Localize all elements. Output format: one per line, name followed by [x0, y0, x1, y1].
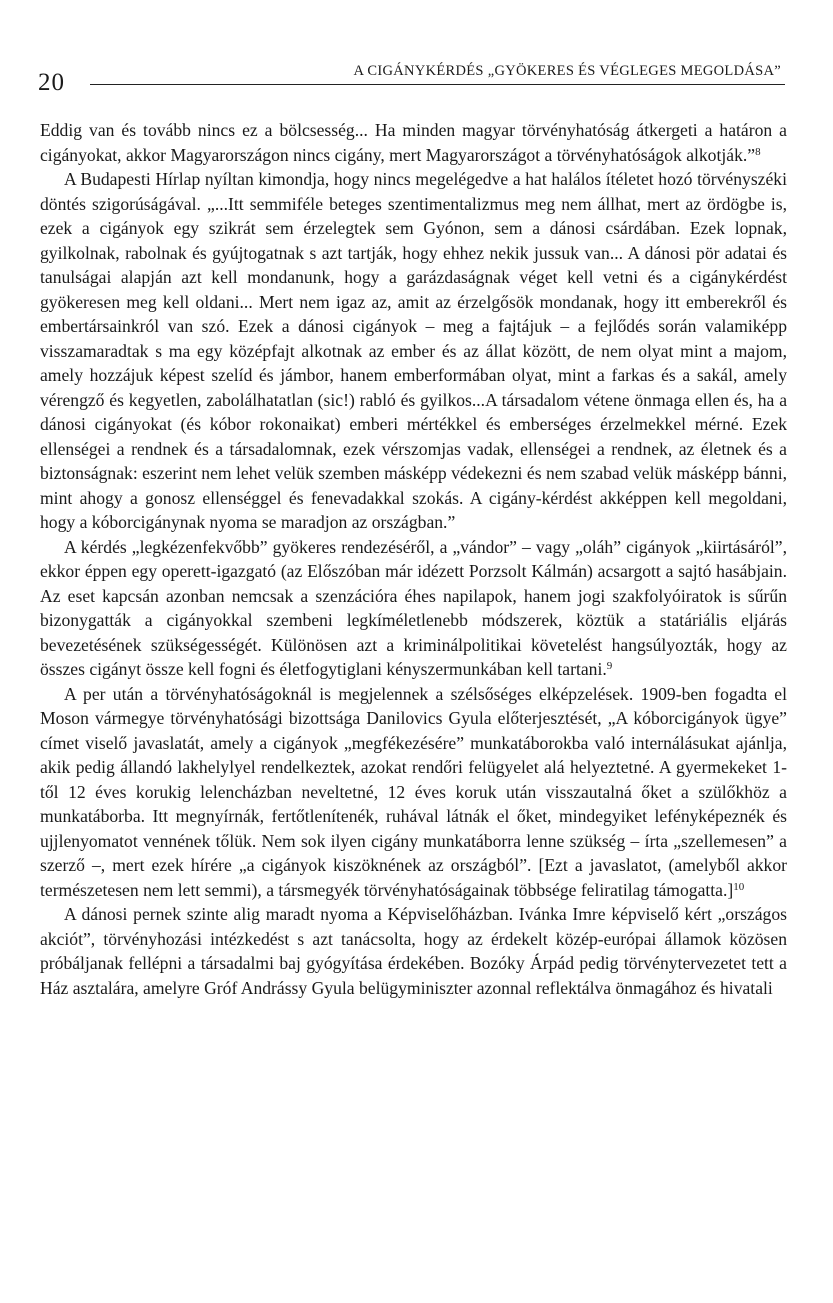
paragraph	[40, 902, 787, 1000]
body-text	[40, 118, 787, 1000]
paragraph-text: A Budapesti Hírlap nyíltan kimondja, hogy nincs megelégedve a hat halálos ítéletet hozó törvényszéki döntés szigorúságával. „...Itt semmiféle beteges szentimentalizmus meg nem állhat, mert az ördögbe is, ezek a cigányok egy szikrát sem érzelegtek sem Gyónon, sem a dánosi csárdában. Ezek lopnak, gyilkolnak, rabolnak és gyújtogatnak s azt tartják, hogy ehhez nekik jussuk van... A dánosi pör adatai és tanulságai alapján azt kell mondanunk, hogy a garázdaságnak véget kell vetni és a cigánykérdést gyökeresen meg kell oldani... Mert nem igaz az, amit az érzelgősök mondanak, hogy itt emberekről és embertársainkról van szó. Ezek a dánosi cigányok – meg a fajtájuk – a fejlődés során valamiképp visszamaradtak s ma egy középfajt alkotnak az ember és az állat között, de nem olyat mint a majom, amely hozzájuk képest szelíd és jámbor, hanem emberformában olyat, mint a farkas és a sakál, amely vérengző és kegyetlen, zabolálhatatlan (sic!) rabló és gyilkos...A társadalom vétene önmaga ellen és, ha a dánosi cigányokat (és kóbor rokonaikat) emberi mértékkel és emberséges érzelmekkel mérné. Ezek ellenségei a rendnek és a társadalomnak, ezek vérszomjas vadak, ellenségei a rendnek, az életnek és a biztonságnak: eszerint nem lehet velük szemben másképp védekezni és nem szabad velük másképp bánni, mint ahogy a gonosz ellenséggel és fenevadakkal szokás. A cigány-kérdést akképpen kell megoldani, hogy a kóborcigánynak nyoma se maradjon az országban.”	[40, 169, 787, 532]
page-number: 20	[38, 69, 65, 96]
paragraph	[40, 535, 787, 682]
paragraph	[40, 682, 787, 903]
footnote-marker: 8	[755, 145, 761, 158]
paragraph-text: A dánosi pernek szinte alig maradt nyoma a Képviselőházban. Ivánka Imre képviselő kért „országos akciót”, törvényhozási intézkedést s azt tanácsolta, hogy az érdekelt közép-európai államok közösen próbáljanak fellépni a társadalmi baj gyógyítása érdekében. Bozóky Árpád pedig törvénytervezetet tett a Ház asztalára, amelyre Gróf Andrássy Gyula belügyminiszter azonnal reflektálva önmagához és hivatali	[40, 904, 787, 998]
paragraph-text: Eddig van és tovább nincs ez a bölcsesség... Ha minden magyar törvényhatóság átkergeti a határon a cigányokat, akkor Magyarországon nincs cigány, mert Magyarországot a törvényhatóságok alkotják.”	[40, 120, 787, 165]
footnote-marker: 10	[733, 880, 745, 893]
running-head: A CIGÁNYKÉRDÉS „GYÖKERES ÉS VÉGLEGES MEGOLDÁSA”	[353, 63, 781, 79]
header-rule	[90, 84, 785, 85]
paragraph	[40, 167, 787, 535]
footnote-marker: 9	[606, 660, 613, 672]
paragraph-text: A per után a törvényhatóságoknál is megjelennek a szélsőséges elképzelések. 1909-ben fogadta el Moson vármegye törvényhatósági bizottsága Danilovics Gyula előterjesztését, „A kóborcigányok ügye” címet viselő javaslatát, amely a cigányok „megfékezésére” munkatáborokba való internálásukat ajánlja, akik pedig állandó lakhelylyel rendelkeztek, azokat rendőri felügyelet alá helyeztetné. A gyermekeket 1-től 12 éves korukig lelencházban neveltetné, 12 éves koruk után visszautalná őket a szülőkhöz a munkatáborba. Itt megnyírnák, fertőtlenítenék, ruhával látnák el őket, mindegyiket lefényképeznék és ujjlenyomatot vennének tőlük. Nem sok ilyen cigány munkatáborra lenne szükség – írta „szellemesen” a szerző –, mert ezek hírére „a cigányok kiszöknének az országból”. [Ezt a javaslatot, (amelyből akkor természetesen nem lett semmi), a társmegyék törvényhatóságainak többsége feliratilag támogatta.]	[40, 683, 787, 900]
paragraph-text: A kérdés „legkézenfekvőbb” gyökeres rendezéséről, a „vándor” – vagy „oláh” cigányok „kiirtásáról”, ekkor éppen egy operett-igazgató (az Előszóban már idézett Porzsolt Kálmán) acsargott a sajtó hasábjain. Az eset kapcsán azonban nemcsak a szenzációra éhes napilapok, hanem jogi szakfolyóiratok is sűrűn bizonygatták a cigányokkal szembeni legkíméletlenebb módszerek, köztük a statáriális eljárás bevezetésének szükségességét. Különösen azt a kriminálpolitikai követelést hangsúlyozták, hogy az összes cigányt össze kell fogni és életfogytiglani kényszermunkában kell tartani.	[40, 536, 787, 679]
paragraph	[40, 118, 787, 167]
